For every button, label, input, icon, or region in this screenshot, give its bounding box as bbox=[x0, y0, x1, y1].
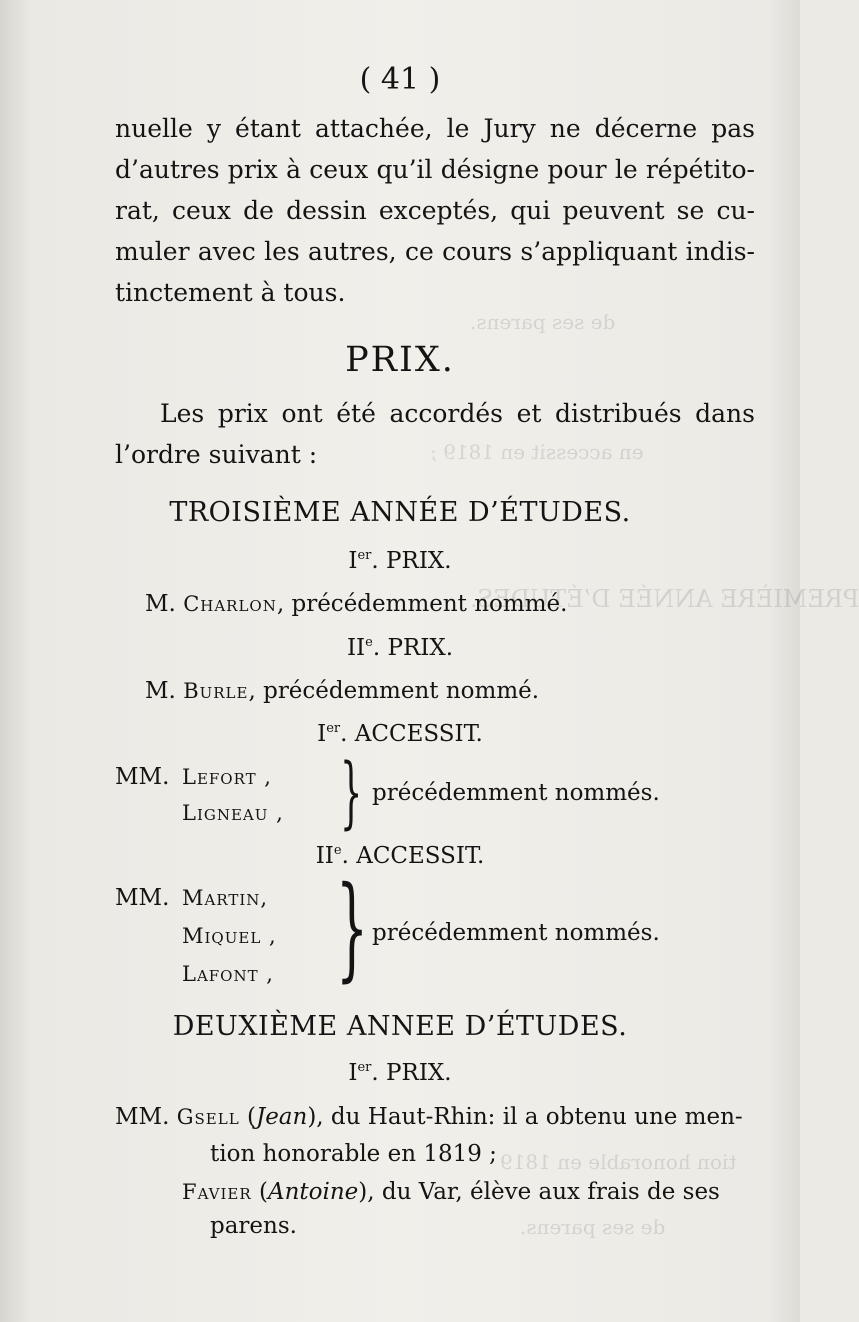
laureate-name: Gsell bbox=[176, 1105, 240, 1129]
accessit-heading: IIe. ACCESSIT. bbox=[315, 843, 485, 869]
laureate-name: Ligneau , bbox=[182, 801, 284, 825]
text-line: nuelle y étant attachée, le Jury ne décerne pas bbox=[115, 114, 755, 143]
text-line: rat, ceux de dessin exceptés, qui peuvent se cu- bbox=[115, 196, 755, 225]
text-line: l’ordre suivant : bbox=[115, 440, 318, 469]
laureate-name: Lefort , bbox=[182, 765, 272, 789]
group-note: précédemment nommés. bbox=[372, 920, 660, 946]
brace-icon: } bbox=[336, 863, 369, 993]
laureate-continuation: parens. bbox=[210, 1213, 297, 1239]
bleed-through-text: PREMIÈRE ANNÉE D’ÉTUDES. bbox=[470, 585, 859, 613]
laureate-name: Burle bbox=[183, 679, 249, 703]
bleed-through-text: en accessit en 1819 ; bbox=[430, 440, 644, 464]
laureate-line: M. Charlon, précédemment nommé. bbox=[145, 591, 568, 617]
accessit-heading: Ier. ACCESSIT. bbox=[317, 721, 483, 747]
laureate-name: Lafont , bbox=[182, 962, 274, 986]
prize-heading: Ier. PRIX. bbox=[348, 1060, 452, 1086]
bleed-through-text: tion honorable en 1819 bbox=[500, 1150, 737, 1174]
laureate-line: M. Burle, précédemment nommé. bbox=[145, 678, 540, 704]
laureate-name: Martin, bbox=[182, 886, 269, 910]
prize-heading: Ier. PRIX. bbox=[348, 548, 452, 574]
laureate-name: Favier bbox=[182, 1180, 252, 1204]
laureate-line: MM. Gsell (Jean), du Haut-Rhin: il a obtenu une men- bbox=[115, 1104, 743, 1130]
prix-intro-paragraph bbox=[115, 393, 755, 475]
laureate-name: Charlon bbox=[183, 592, 277, 616]
prize-heading: IIe. PRIX. bbox=[346, 635, 454, 661]
laureate-line: Favier (Antoine), du Var, élève aux frais de ses bbox=[182, 1179, 720, 1205]
laureate-continuation: tion honorable en 1819 ; bbox=[210, 1141, 497, 1167]
bleed-through-text: de ses parens. bbox=[470, 310, 616, 334]
group-note: précédemment nommés. bbox=[372, 780, 660, 806]
text-line: muler avec les autres, ce cours s’appliquant indis- bbox=[115, 237, 755, 266]
laureate-name: Miquel , bbox=[182, 924, 277, 948]
intro-paragraph bbox=[115, 108, 755, 313]
page-number: ( 41 ) bbox=[359, 62, 441, 97]
laureate-prefix: MM. bbox=[115, 885, 170, 911]
brace-icon: } bbox=[340, 748, 363, 838]
year-heading: DEUXIÈME ANNEE D’ÉTUDES. bbox=[172, 1011, 628, 1042]
text-line: Les prix ont été accordés et distribués dans bbox=[160, 399, 755, 428]
year-heading: TROISIÈME ANNÉE D’ÉTUDES. bbox=[169, 497, 631, 528]
bleed-through-text: de ses parens. bbox=[520, 1215, 666, 1239]
text-line: tinctement à tous. bbox=[115, 278, 346, 307]
text-line: d’autres prix à ceux qu’il désigne pour le répétito- bbox=[115, 155, 755, 184]
section-title: PRIX. bbox=[345, 340, 455, 380]
laureate-prefix: MM. bbox=[115, 764, 170, 790]
